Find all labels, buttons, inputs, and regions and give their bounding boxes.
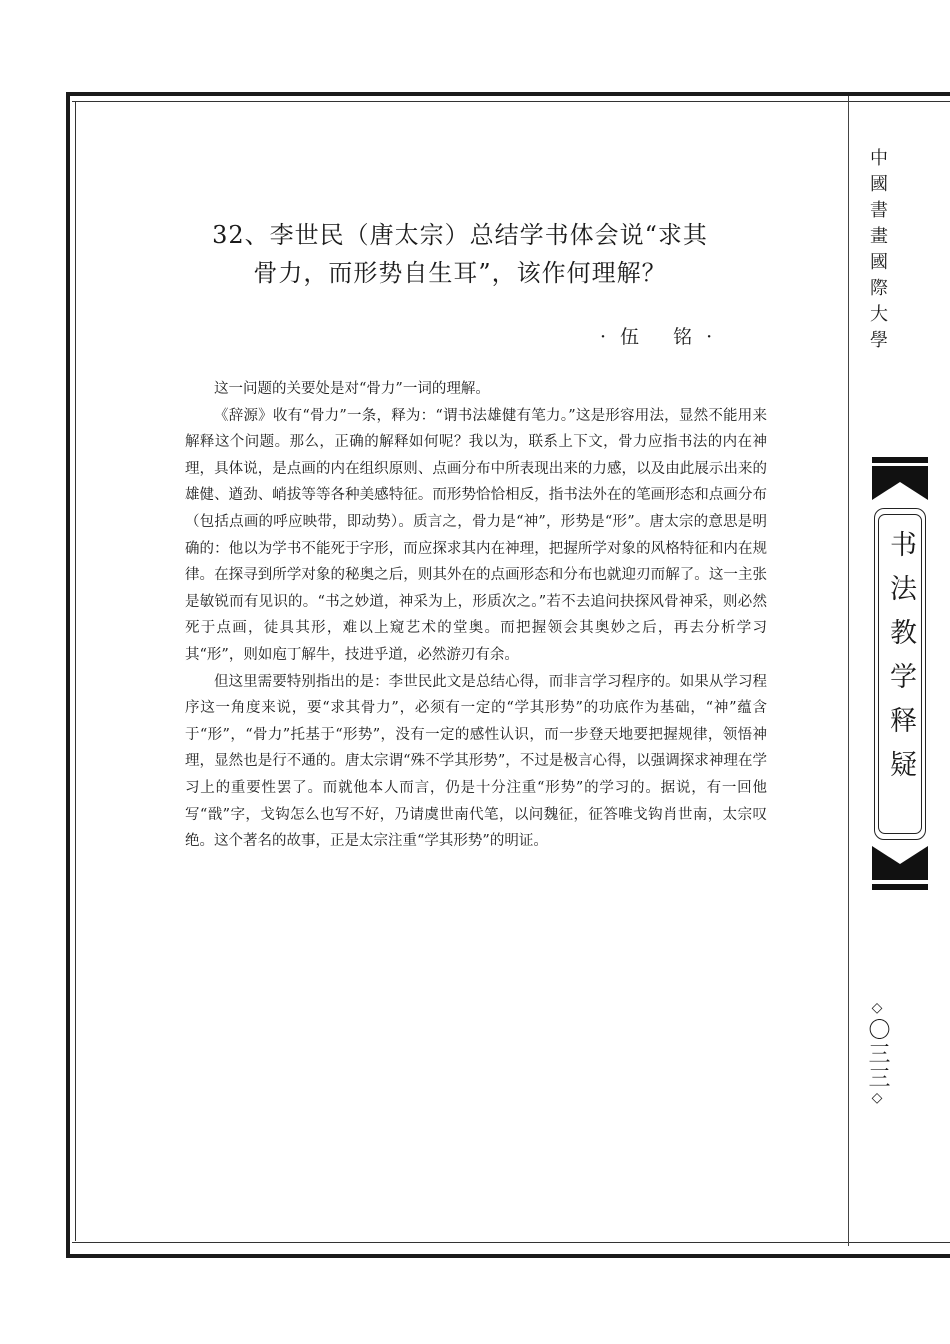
margin-divider [848, 96, 849, 1246]
article-body [185, 376, 767, 855]
ornament-bar-top [872, 457, 928, 463]
frame-inner-rule-bottom [72, 1242, 950, 1243]
frame-inner-rule-left [75, 101, 76, 1241]
title-line-2: 骨力，而形势自生耳”，该作何理解？ [253, 259, 667, 287]
title-line-1: 32、李世民（唐太宗）总结学书体会说“求其 [212, 221, 708, 249]
ornament-bar-bottom [872, 884, 928, 890]
author-byline: ·伍 铭· [600, 326, 727, 348]
diamond-bottom-icon: ◇ [869, 1090, 885, 1108]
paragraph: 这一问题的关要处是对“骨力”一词的理解。 [214, 381, 490, 397]
paragraph: 《辞源》收有“骨力”一条，释为：“谓书法雄健有笔力。”这是形容用法，显然不能用来解释这个问题。那么，正确的解释如何呢？我以为，联系上下文，骨力应指书法的内在神理，具体说，是点画的内在组织原则、点画分布中所表现出来的力感，以及由此展示出来的雄健、遒劲、峭拔等等各种美感特征。而形势恰恰相反，指书法外在的笔画形态和点画分布（包括点画的呼应映带，即动势）。质言之，骨力是“神”，形势是“形”。唐太宗的意思是明确的：他以为学书不能死于字形，而应探求其内在神理，把握所学对象的风格特征和内在规律。在探寻到所学对象的秘奥之后，则其外在的点画形态和分布也就迎刃而解了。这一主张是敏锐而有见识的。“书之妙道，神采为上，形质次之。”若不去追问抉探风骨神采，则必然死于点画，徒具其形，难以上窥艺术的堂奥。而把握领会其奥妙之后，再去分析学习其“形”，则如庖丁解牛，技进乎道，必然游刃有余。 [185, 407, 767, 663]
book-title: 书法教学释疑 [885, 530, 916, 794]
series-title: 中國書畫國際大學 [867, 148, 888, 356]
page-number-text: 〇三三 [865, 1018, 890, 1090]
ornament-chevron-top-icon [872, 466, 928, 504]
page-number [860, 1000, 894, 1108]
article-title [170, 216, 750, 292]
diamond-top-icon: ◇ [869, 1000, 885, 1018]
paragraph: 但这里需要特别指出的是：李世民此文是总结心得，而非言学习程序的。如果从学习程序这一角度来说，要“求其骨力”，必须有一定的“学其形势”的功底作为基础，“神”蕴含于“形”，“骨力”托基于“形势”，没有一定的感性认识，而一步登天地要把握规律，领悟神理，显然也是行不通的。唐太宗谓“殊不学其形势”，不过是极言心得，以强调探求神理在学习上的重要性罢了。而就他本人而言，仍是十分注重“形势”的学习的。据说，有一回他写“戩”字，戈钩怎么也写不好，乃请虞世南代笔，以问魏征，征答唯戈钩肖世南，太宗叹绝。这个著名的故事，正是太宗注重“学其形势”的明证。 [185, 673, 767, 850]
frame-inner-rule-top [72, 101, 950, 102]
ornament-chevron-bottom-icon [872, 842, 928, 880]
